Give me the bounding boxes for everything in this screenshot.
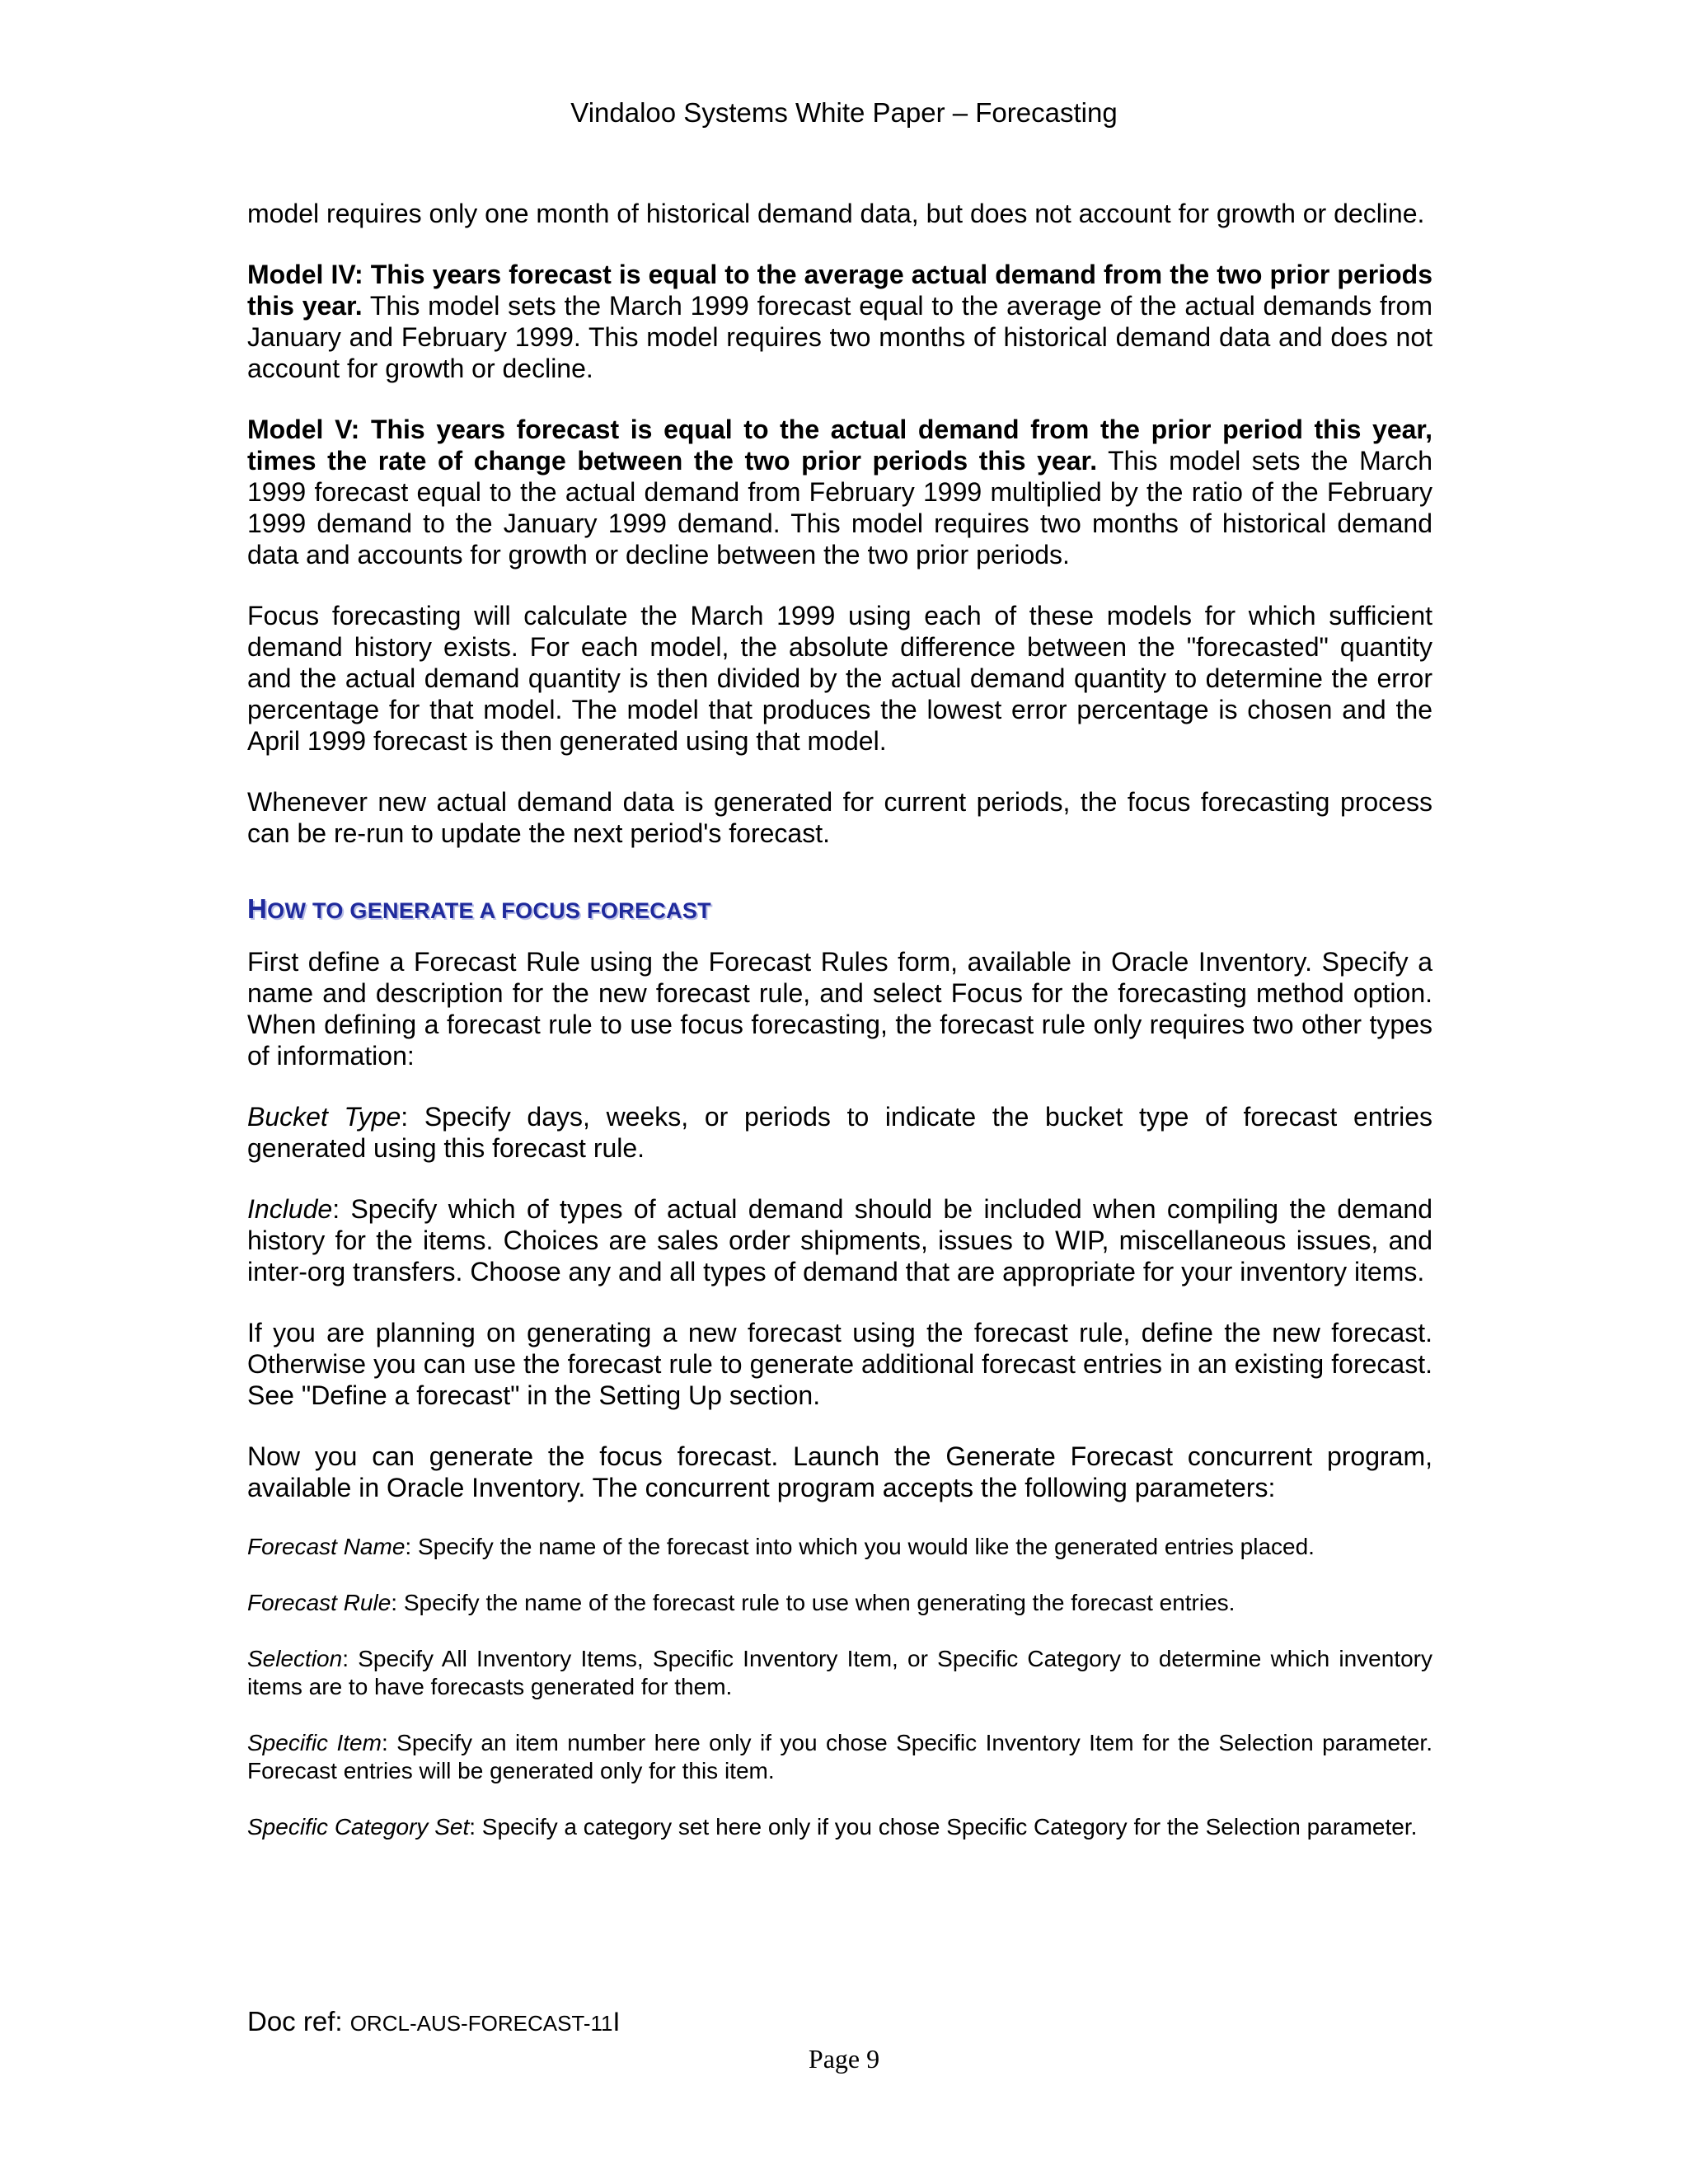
page-header: Vindaloo Systems White Paper – Forecasting <box>570 97 1118 128</box>
model-v-text: This model sets the March 1999 forecast equal to the actual demand from February 1999 multiplied by the ratio of the February 1999 demand to the January 1999 demand. This model requires two months of historical demand data and accounts for growth or decline between the two prior periods. <box>247 446 1433 569</box>
paragraph-bucket-type <box>247 1101 1432 1164</box>
param-term: Forecast Name <box>247 1534 406 1559</box>
document-body <box>247 198 1432 1869</box>
param-forecast-rule <box>247 1589 1432 1617</box>
model-iv-text: This model sets the March 1999 forecast equal to the average of the actual demands from January and February 1999. This model requires two months of historical demand data and does not account for growth or decline. <box>247 291 1433 383</box>
paragraph-model-iii-end: model requires only one month of historical demand data, but does not account for growth or decline. <box>247 199 1425 228</box>
doc-ref-code <box>349 2007 621 2036</box>
doc-ref-code-a: ORCL-AUS-F <box>349 2011 481 2036</box>
param-term: Selection <box>247 1646 343 1671</box>
paragraph-new-forecast: If you are planning on generating a new forecast using the forecast rule, define the new forecast. Otherwise you can use the forecast rule to generate additional forecast entries in an existing forecast. See "Define a forecast" in the Setting Up section. <box>247 1318 1432 1410</box>
doc-ref-code-c: -11 <box>583 2011 613 2036</box>
include-term: Include <box>247 1194 333 1224</box>
model-iv-title: Model IV: This years forecast is equal to the average actual demand from the two prior periods this year. <box>247 260 1432 321</box>
paragraph-model-v <box>247 414 1432 570</box>
param-text: : Specify a category set here only if you chose Specific Category for the Selection parameter. <box>469 1814 1418 1840</box>
paragraph-focus-calc: Focus forecasting will calculate the March 1999 using each of these models for which sufficient demand history exists. For each model, the absolute difference between the "forecasted" quantity and the actual demand quantity is then divided by the actual demand quantity to determine the error percentage for that model. The model that produces the lowest error percentage is chosen and the April 1999 forecast is then generated using that model. <box>247 601 1432 756</box>
heading-cap: H <box>247 893 268 924</box>
doc-ref-label: Doc ref: <box>247 2006 350 2036</box>
param-specific-item <box>247 1729 1432 1785</box>
heading-rest: OW TO GENERATE A FOCUS FORECAST <box>267 898 711 923</box>
param-term: Specific Item <box>247 1730 382 1755</box>
param-specific-category-set <box>247 1813 1432 1841</box>
param-text: : Specify All Inventory Items, Specific Inventory Item, or Specific Category to determine which inventory items are to have forecasts generated for them. <box>247 1646 1432 1699</box>
doc-ref-code-b: ORECAST <box>481 2011 584 2036</box>
include-text: : Specify which of types of actual demand should be included when compiling the demand history for the items. Choices are sales order shipments, issues to WIP, miscellaneous issues, and inter-org transfers. Choose any and all types of demand that are appropriate for your inventory items. <box>247 1194 1432 1286</box>
model-v-title: Model V: This years forecast is equal to the actual demand from the prior period this year, times the rate of change between the two prior periods this year. <box>247 415 1432 476</box>
paragraph-rerun: Whenever new actual demand data is generated for current periods, the focus forecasting process can be re-run to update the next period's forecast. <box>247 787 1432 848</box>
param-selection <box>247 1645 1432 1701</box>
param-forecast-name <box>247 1533 1432 1561</box>
paragraph-define-rule: First define a Forecast Rule using the Forecast Rules form, available in Oracle Inventory. Specify a name and description for the new forecast rule, and select Focus for the forecasting method option. When defining a forecast rule to use focus forecasting, the forecast rule only requires two other types of information: <box>247 947 1432 1071</box>
paragraph-include <box>247 1193 1432 1287</box>
param-text: : Specify the name of the forecast rule to use when generating the forecast entries. <box>391 1590 1236 1615</box>
page-number: Page 9 <box>808 2044 880 2074</box>
paragraph-generate: Now you can generate the focus forecast. Launch the Generate Forecast concurrent program, available in Oracle Inventory. The concurrent program accepts the following parameters: <box>247 1441 1432 1502</box>
bucket-type-text: : Specify days, weeks, or periods to indicate the bucket type of forecast entries generated using this forecast rule. <box>247 1102 1433 1163</box>
param-text: : Specify the name of the forecast into which you would like the generated entries placed. <box>405 1534 1315 1559</box>
param-term: Forecast Rule <box>247 1590 392 1615</box>
doc-ref-code-d: I <box>612 2007 621 2036</box>
section-heading <box>247 893 1432 925</box>
doc-ref <box>247 2006 620 2037</box>
paragraph-model-iv <box>247 259 1432 384</box>
param-text: : Specify an item number here only if you chose Specific Inventory Item for the Selection parameter. Forecast entries will be generated only for this item. <box>247 1730 1432 1783</box>
bucket-type-term: Bucket Type <box>247 1102 401 1132</box>
param-term: Specific Category Set <box>247 1814 470 1840</box>
